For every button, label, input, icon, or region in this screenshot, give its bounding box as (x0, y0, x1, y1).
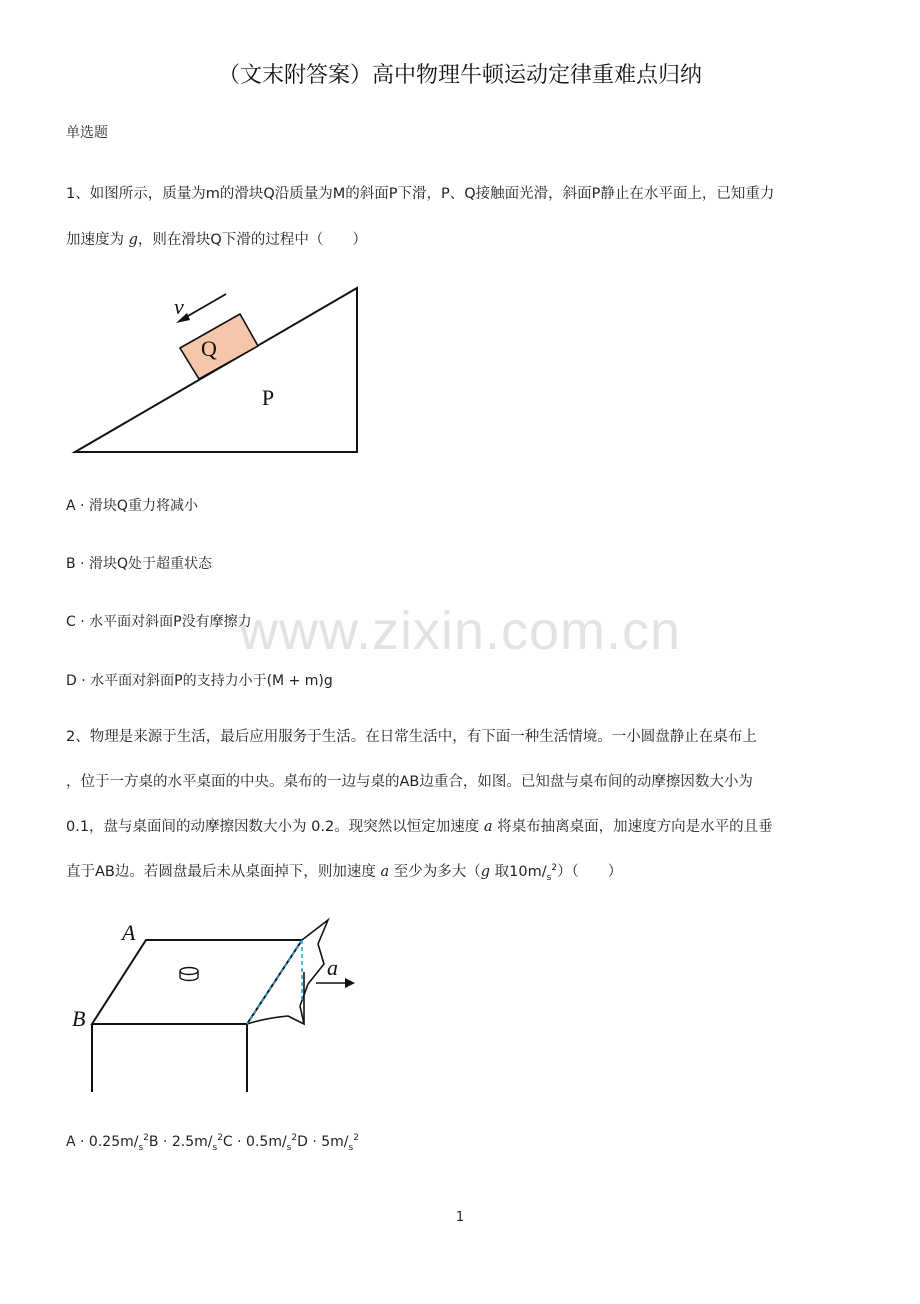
q2-options-row (66, 1133, 359, 1153)
q2-unit-exp: 2 (551, 863, 558, 873)
acceleration-label: a (327, 955, 338, 980)
q1-stem-text: 加速度为 (66, 232, 129, 248)
q2-option-a[interactable]: $A \cdot 0.25m/_s^2$ (66, 1133, 149, 1153)
q1-option-d[interactable]: D · 水平面对斜面P的支持力小于(M + m)g (66, 673, 333, 689)
q1-option-b[interactable]: B · 滑块Q处于超重状态 (66, 556, 212, 572)
q2-option-d[interactable]: $D \cdot 5m/_s^2$ (297, 1133, 359, 1153)
page-title: （文末附答案）高中物理牛顿运动定律重难点归纳 (217, 63, 702, 88)
q1-stem-line2 (66, 228, 367, 249)
dashed-edge-diagonal (247, 940, 302, 1024)
q1-option-a[interactable]: A · 滑块Q重力将减小 (66, 498, 198, 514)
q1-stem-line1: 1、如图所示，质量为m的滑块Q沿质量为M的斜面P下滑，P、Q接触面光滑，斜面P静止在水平面上，已知重力 (66, 186, 775, 202)
disc-side (180, 971, 198, 981)
q2-stem-line3 (66, 815, 773, 836)
q2-stem-text-end: 将桌布抽离桌面，加速度方向是水平的且垂 (492, 819, 773, 835)
q2-stem-text-mid: 至少为多大（ (389, 864, 481, 880)
q1-stem-text-end: ，则在滑块Q下滑的过程中（ ） (137, 232, 367, 248)
q2-stem-text: 0.1，盘与桌面间的动摩擦因数大小为 0.2。现突然以恒定加速度 (66, 819, 484, 835)
q2-option-c[interactable]: $C \cdot 0.5m/_s^2$ (222, 1133, 298, 1153)
q2-var-g: g (480, 864, 491, 880)
velocity-label: v (174, 294, 184, 319)
q1-option-c[interactable]: C · 水平面对斜面P没有摩擦力 (66, 614, 252, 630)
acceleration-arrow-head (345, 978, 355, 988)
incline-p-label: P (261, 385, 275, 410)
q2-option-b[interactable]: $B \cdot 2.5m/_s^2$ (148, 1133, 223, 1153)
q2-stem-text: 直于AB边。若圆盘最后未从桌面掉下，则加速度 (66, 864, 381, 880)
q2-stem-unit: 取10m/ (490, 864, 547, 880)
table-figure (66, 912, 366, 1094)
q2-stem-line1: 2、物理是来源于生活，最后应用服务于生活。在日常生活中，有下面一种生活情境。一小圆盘静止在桌布上 (66, 729, 757, 745)
table-top (92, 940, 302, 1024)
page-number: 1 (455, 1210, 465, 1225)
q2-stem-line4 (66, 860, 622, 883)
block-q-label: Q (201, 336, 217, 361)
watermark: www.zixin.com.cn (238, 601, 682, 661)
q2-var-a: a (483, 819, 493, 835)
tablecloth-edge (247, 920, 328, 1024)
corner-b-label: B (72, 1006, 86, 1031)
q2-var-a2: a (380, 864, 390, 880)
q2-unit-s: s (546, 873, 552, 883)
corner-a-label: A (122, 920, 136, 945)
incline-figure (66, 282, 366, 460)
disc-top (180, 968, 198, 975)
q2-stem-line2: ，位于一方桌的水平桌面的中央。桌布的一边与桌的AB边重合，如图。已知盘与桌布间的动摩擦因数大小为 (66, 774, 753, 790)
q1-var-g: g (128, 232, 138, 248)
q2-stem-text-end: ）（ ） (557, 864, 623, 880)
section-heading: 单选题 (66, 125, 108, 141)
